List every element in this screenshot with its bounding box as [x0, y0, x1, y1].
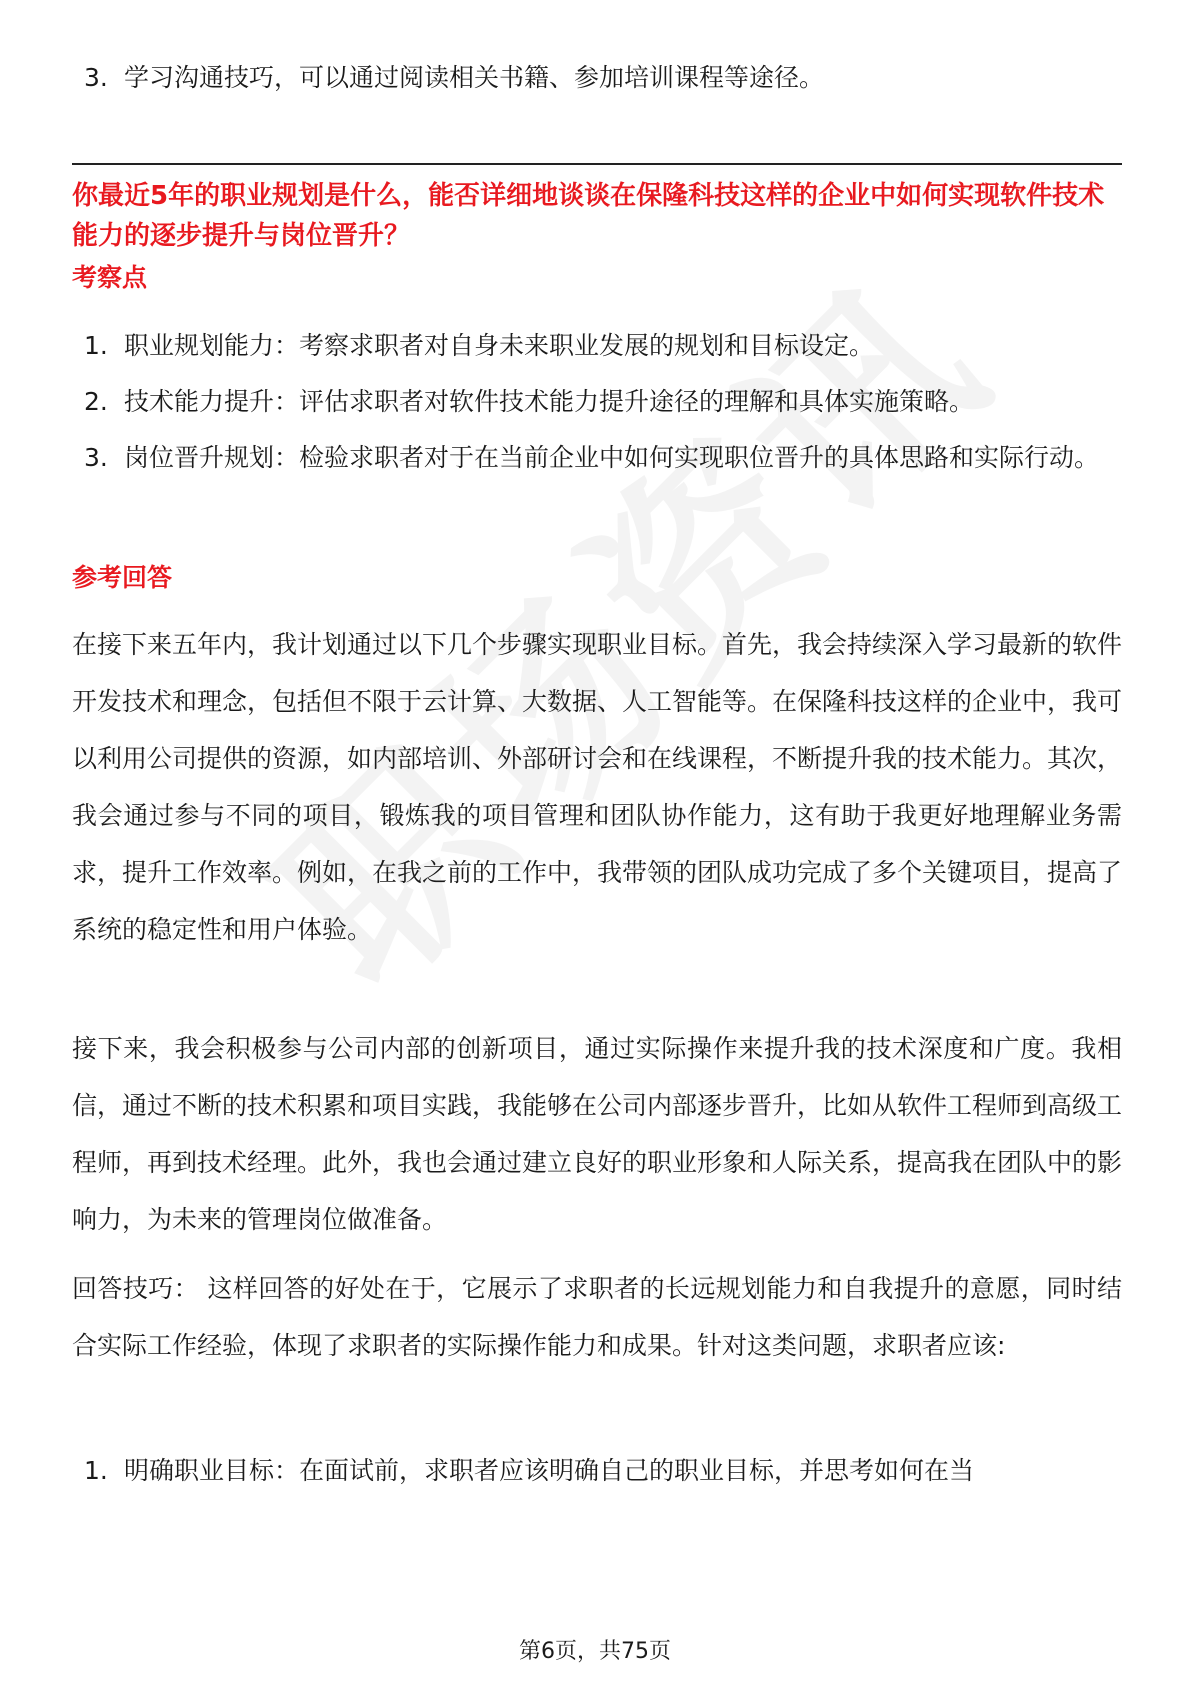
list-text: 职业规划能力：考察求职者对自身未来职业发展的规划和目标设定。 [124, 331, 875, 360]
answer-label: 参考回答 [72, 563, 173, 592]
list-item [72, 1443, 1122, 1499]
list-item [72, 374, 1122, 430]
tips-list [72, 1443, 1122, 1499]
list-number: 1. [84, 1456, 108, 1485]
list-item [72, 430, 1122, 486]
list-item [72, 50, 1122, 106]
divider [72, 163, 1122, 165]
top-list [72, 50, 1122, 106]
page-footer: 第6页，共75页 [519, 1639, 671, 1664]
list-text: 学习沟通技巧，可以通过阅读相关书籍、参加培训课程等途径。 [124, 63, 825, 92]
list-item [72, 318, 1122, 374]
question-heading: 你最近5年的职业规划是什么，能否详细地谈谈在保隆科技这样的企业中如何实现软件技术能力的逐步提升与岗位晋升？ [72, 181, 1105, 251]
list-text: 技术能力提升：评估求职者对软件技术能力提升途径的理解和具体实施策略。 [124, 387, 975, 416]
focus-label: 考察点 [72, 263, 148, 292]
list-number: 2. [84, 387, 108, 416]
answer-paragraph: 接下来，我会积极参与公司内部的创新项目，通过实际操作来提升我的技术深度和广度。我相信，通过不断的技术积累和项目实践，我能够在公司内部逐步晋升，比如从软件工程师到高级工程师，再到技术经理。此外，我也会通过建立良好的职业形象和人际关系，提高我在团队中的影响力，为未来的管理岗位做准备。 [72, 1034, 1123, 1234]
list-text: 明确职业目标：在面试前，求职者应该明确自己的职业目标，并思考如何在当 [124, 1456, 975, 1485]
focus-list [72, 318, 1122, 486]
list-number: 3. [84, 443, 108, 472]
answer-paragraph: 在接下来五年内，我计划通过以下几个步骤实现职业目标。首先，我会持续深入学习最新的软件开发技术和理念，包括但不限于云计算、大数据、人工智能等。在保隆科技这样的企业中，我可以利用公司提供的资源，如内部培训、外部研讨会和在线课程，不断提升我的技术能力。其次，我会通过参与不同的项目，锻炼我的项目管理和团队协作能力，这有助于我更好地理解业务需求，提升工作效率。例如，在我之前的工作中，我带领的团队成功完成了多个关键项目，提高了系统的稳定性和用户体验。 [72, 630, 1123, 944]
tips-paragraph: 回答技巧： 这样回答的好处在于，它展示了求职者的长远规划能力和自我提升的意愿，同时结合实际工作经验，体现了求职者的实际操作能力和成果。针对这类问题，求职者应该: [72, 1274, 1122, 1360]
list-number: 1. [84, 331, 108, 360]
list-text: 岗位晋升规划：检验求职者对于在当前企业中如何实现职位晋升的具体思路和实际行动。 [124, 443, 1100, 472]
list-number: 3. [84, 63, 108, 92]
